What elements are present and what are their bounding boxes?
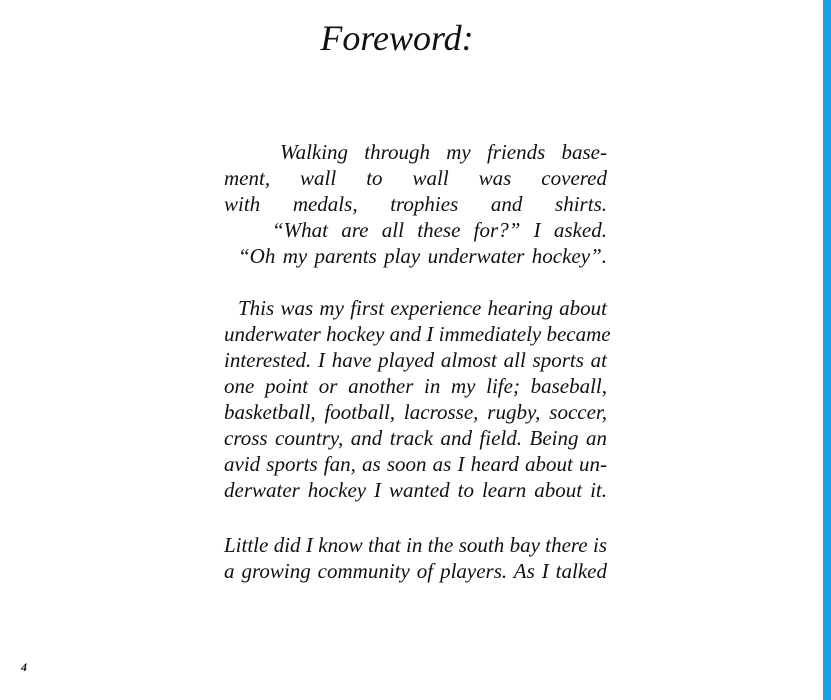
- paragraph-2-line: avid sports fan, as soon as I heard about un-: [224, 452, 607, 476]
- paragraph-2-line: basketball, football, lacrosse, rugby, soccer,: [224, 400, 607, 424]
- paragraph-2-line: one point or another in my life; baseball,: [224, 374, 607, 398]
- paragraph-2: [224, 295, 611, 503]
- paragraph-3-line: Little did I know that in the south bay there is: [224, 533, 607, 557]
- paragraph-1-line: “What are all these for?” I asked.: [272, 218, 607, 242]
- paragraph-2-line: This was my first experience hearing about: [238, 296, 607, 320]
- paragraph-1-line: ment, wall to wall was covered: [224, 166, 607, 190]
- paragraph-2-line: interested. I have played almost all sports at: [224, 348, 607, 372]
- paragraph-1-line: “Oh my parents play underwater hockey”.: [238, 244, 607, 268]
- paragraph-3: [224, 532, 607, 584]
- paragraph-1: [224, 139, 607, 269]
- page-edge-accent-bar: [823, 0, 831, 700]
- paragraph-3-line: a growing community of players. As I talked: [224, 559, 607, 583]
- paragraph-1-line: Walking through my friends base-: [280, 140, 607, 164]
- paragraph-2-line: cross country, and track and field. Being an: [224, 426, 607, 450]
- page-title: Foreword:: [320, 18, 474, 58]
- page-number: 4: [21, 660, 27, 674]
- paragraph-1-line: with medals, trophies and shirts.: [224, 192, 607, 216]
- paragraph-2-line: underwater hockey and I immediately became: [224, 322, 611, 346]
- paragraph-2-line: derwater hockey I wanted to learn about it.: [224, 478, 607, 502]
